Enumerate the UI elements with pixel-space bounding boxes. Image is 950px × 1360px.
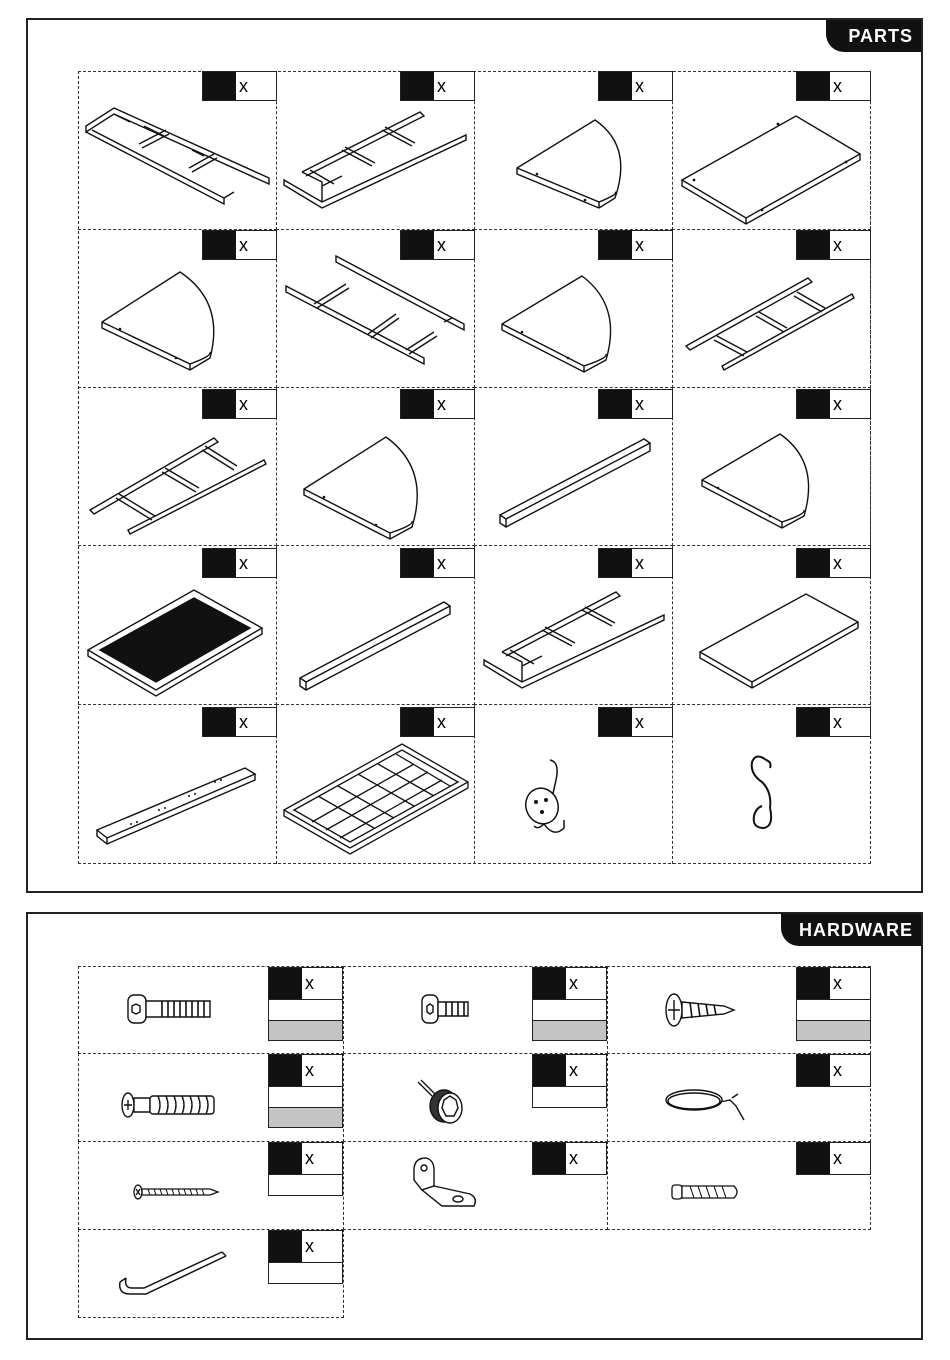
cable-tie-icon xyxy=(664,1080,754,1124)
ladder-frame-icon xyxy=(84,100,274,210)
hardware-qty-box: x xyxy=(796,967,871,1041)
l-bracket-icon xyxy=(412,1156,480,1210)
quarter-round-shelf-icon xyxy=(302,435,432,543)
square-tube-rail-icon xyxy=(498,437,653,529)
ladder-frame-icon xyxy=(88,434,268,539)
part-qty-box: x xyxy=(202,548,277,578)
ladder-frame-wide-icon xyxy=(282,110,472,210)
hardware-tab xyxy=(781,914,921,946)
hardware-qty-box: x xyxy=(532,967,607,1041)
hardware-qty-box: x xyxy=(268,1142,343,1196)
hex-bolt-long-icon xyxy=(126,993,214,1025)
part-qty-box: x xyxy=(598,548,673,578)
hex-bolt-short-icon xyxy=(420,993,474,1025)
grid-frame-icon xyxy=(282,742,470,852)
part-qty-box: x xyxy=(202,71,277,101)
ladder-frame-wide-icon xyxy=(482,590,667,690)
ladder-frame-icon xyxy=(684,274,859,374)
hardware-qty-box: x xyxy=(796,1054,871,1087)
part-qty-box: x xyxy=(202,230,277,260)
mesh-panel-icon xyxy=(86,588,266,696)
parts-title: PARTS xyxy=(848,26,913,46)
hardware-qty-box: x xyxy=(796,1142,871,1175)
rect-panel-icon xyxy=(680,114,862,224)
parts-tab xyxy=(826,20,921,52)
hardware-qty-box: x xyxy=(268,967,343,1041)
part-qty-box: x xyxy=(400,389,475,419)
part-qty-box: x xyxy=(598,389,673,419)
quarter-round-shelf-icon xyxy=(100,270,230,375)
quarter-round-shelf-icon xyxy=(700,432,825,532)
hardware-qty-box: x xyxy=(532,1142,607,1175)
drilled-board-icon xyxy=(95,766,257,858)
part-qty-box: x xyxy=(400,548,475,578)
part-qty-box: x xyxy=(796,707,871,737)
hardware-qty-box: x xyxy=(268,1054,343,1128)
part-qty-box: x xyxy=(796,230,871,260)
allen-key-icon xyxy=(116,1250,231,1300)
quarter-round-shelf-icon xyxy=(515,118,635,213)
part-qty-box: x xyxy=(400,230,475,260)
part-qty-box: x xyxy=(400,707,475,737)
part-qty-box: x xyxy=(796,389,871,419)
wood-screw-icon xyxy=(132,1184,220,1200)
part-qty-box: x xyxy=(598,71,673,101)
hardware-qty-box: x xyxy=(268,1230,343,1284)
truss-screw-icon xyxy=(664,990,736,1030)
hardware-title: HARDWARE xyxy=(799,920,913,940)
leveling-foot-icon xyxy=(414,1078,474,1128)
wall-anchor-icon xyxy=(670,1180,742,1204)
quarter-round-shelf-icon xyxy=(500,274,625,376)
hardware-qty-box: x xyxy=(532,1054,607,1108)
part-qty-box: x xyxy=(598,707,673,737)
rect-panel-icon xyxy=(698,592,860,690)
cam-bolt-icon xyxy=(120,1090,218,1120)
s-hook-icon xyxy=(744,752,784,832)
coat-hook-icon xyxy=(520,758,580,838)
ladder-frame-icon xyxy=(284,254,469,369)
part-qty-box: x xyxy=(400,71,475,101)
part-qty-box: x xyxy=(598,230,673,260)
part-qty-box: x xyxy=(202,389,277,419)
part-qty-box: x xyxy=(796,548,871,578)
part-qty-box: x xyxy=(796,71,871,101)
part-qty-box: x xyxy=(202,707,277,737)
square-tube-rail-icon xyxy=(298,600,453,692)
